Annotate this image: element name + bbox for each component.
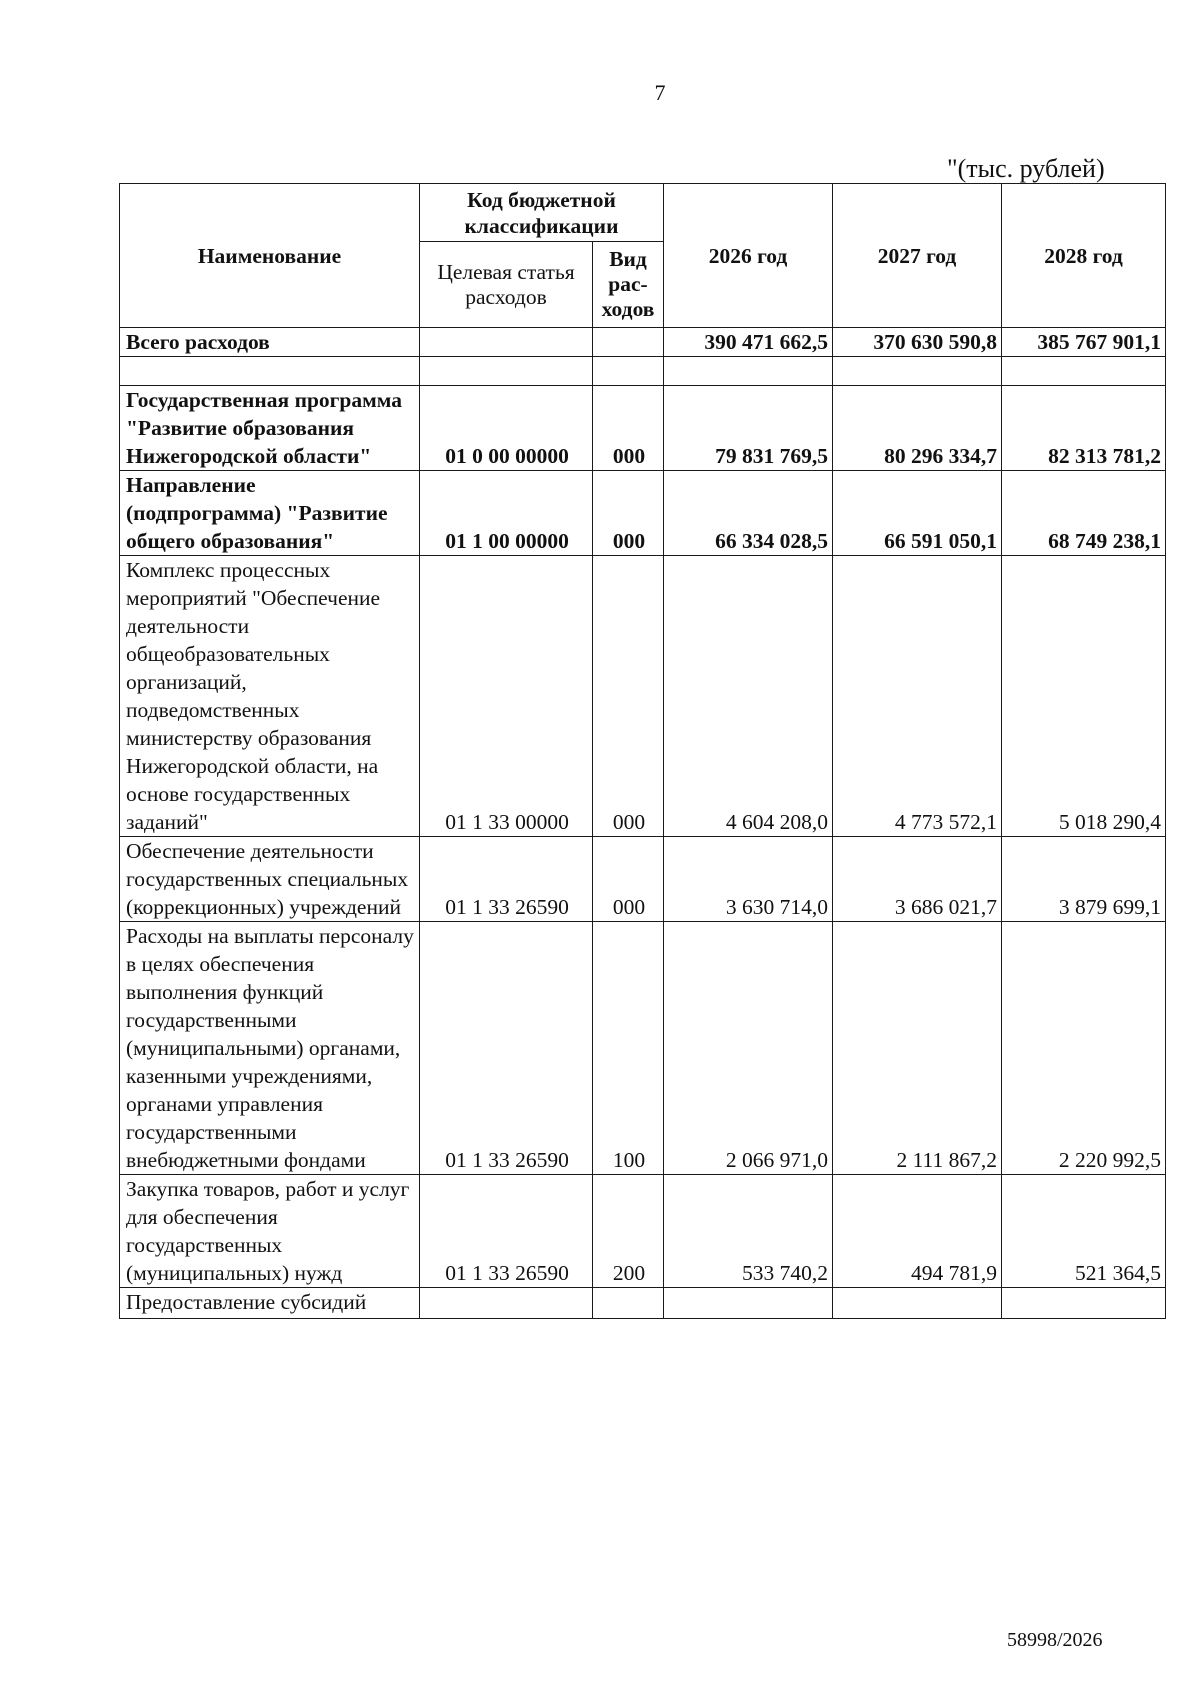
table-row xyxy=(120,1288,1166,1319)
row-kind: 000 xyxy=(593,471,664,556)
total-label: Всего расходов xyxy=(120,328,420,357)
row-code: 01 1 33 26590 xyxy=(420,922,593,1175)
budget-table xyxy=(119,183,1166,1319)
row-name: Закупка товаров, работ и услуг для обеспечения государственных (муниципальных) нужд xyxy=(120,1175,420,1288)
row-2028: 5 018 290,4 xyxy=(1002,556,1166,837)
total-row xyxy=(120,328,1166,357)
header-code-group: Код бюджетной классификации xyxy=(420,184,664,242)
row-2027: 494 781,9 xyxy=(833,1175,1002,1288)
row-2026: 66 334 028,5 xyxy=(664,471,833,556)
row-2028: 3 879 699,1 xyxy=(1002,837,1166,922)
table-row xyxy=(120,471,1166,556)
row-2028: 521 364,5 xyxy=(1002,1175,1166,1288)
row-code: 01 1 33 26590 xyxy=(420,837,593,922)
row-code: 01 0 00 00000 xyxy=(420,386,593,471)
row-2026 xyxy=(664,1288,833,1319)
header-2027: 2027 год xyxy=(833,184,1002,328)
row-name: Расходы на выплаты персоналу в целях обеспечения выполнения функций государственными (муниципальными) органами, казенными учреждениями, органами управления государственными внебюджетными фондами xyxy=(120,922,420,1175)
header-target-article: Целевая статья расходов xyxy=(420,242,593,328)
row-2026: 533 740,2 xyxy=(664,1175,833,1288)
total-2027: 370 630 590,8 xyxy=(833,328,1002,357)
spacer-row xyxy=(120,357,1166,386)
document-number: 58998/2026 xyxy=(1007,1629,1103,1651)
row-2026: 3 630 714,0 xyxy=(664,837,833,922)
table-row xyxy=(120,1175,1166,1288)
row-2027: 80 296 334,7 xyxy=(833,386,1002,471)
row-name: Государственная программа "Развитие образования Нижегородской области" xyxy=(120,386,420,471)
row-2028 xyxy=(1002,1288,1166,1319)
row-kind: 100 xyxy=(593,922,664,1175)
total-code xyxy=(420,328,593,357)
header-expense-kind: Вид рас- ходов xyxy=(593,242,664,328)
total-2026: 390 471 662,5 xyxy=(664,328,833,357)
header-2026: 2026 год xyxy=(664,184,833,328)
row-name: Предоставление субсидий xyxy=(120,1288,420,1319)
row-2028: 68 749 238,1 xyxy=(1002,471,1166,556)
row-2027: 3 686 021,7 xyxy=(833,837,1002,922)
table-row xyxy=(120,922,1166,1175)
units-note: "(тыс. рублей) xyxy=(947,154,1105,183)
row-2027: 66 591 050,1 xyxy=(833,471,1002,556)
row-2027: 2 111 867,2 xyxy=(833,922,1002,1175)
row-kind: 000 xyxy=(593,556,664,837)
table-row xyxy=(120,556,1166,837)
row-2026: 79 831 769,5 xyxy=(664,386,833,471)
total-kind xyxy=(593,328,664,357)
row-2026: 4 604 208,0 xyxy=(664,556,833,837)
row-2028: 82 313 781,2 xyxy=(1002,386,1166,471)
row-2026: 2 066 971,0 xyxy=(664,922,833,1175)
header-2028: 2028 год xyxy=(1002,184,1166,328)
row-code: 01 1 00 00000 xyxy=(420,471,593,556)
row-kind: 200 xyxy=(593,1175,664,1288)
header-name: Наименование xyxy=(120,184,420,328)
row-name: Обеспечение деятельности государственных специальных (коррекционных) учреждений xyxy=(120,837,420,922)
row-code: 01 1 33 26590 xyxy=(420,1175,593,1288)
row-kind: 000 xyxy=(593,386,664,471)
row-kind xyxy=(593,1288,664,1319)
row-2027 xyxy=(833,1288,1002,1319)
table-row xyxy=(120,386,1166,471)
row-2027: 4 773 572,1 xyxy=(833,556,1002,837)
row-code: 01 1 33 00000 xyxy=(420,556,593,837)
row-kind: 000 xyxy=(593,837,664,922)
table-row xyxy=(120,837,1166,922)
row-2028: 2 220 992,5 xyxy=(1002,922,1166,1175)
row-code xyxy=(420,1288,593,1319)
row-name: Направление (подпрограмма) "Развитие общего образования" xyxy=(120,471,420,556)
page-number: 7 xyxy=(654,80,666,105)
row-name: Комплекс процессных мероприятий "Обеспечение деятельности общеобразовательных организаций, подведомственных министерству образования Нижегородской области, на основе государственных заданий" xyxy=(120,556,420,837)
total-2028: 385 767 901,1 xyxy=(1002,328,1166,357)
